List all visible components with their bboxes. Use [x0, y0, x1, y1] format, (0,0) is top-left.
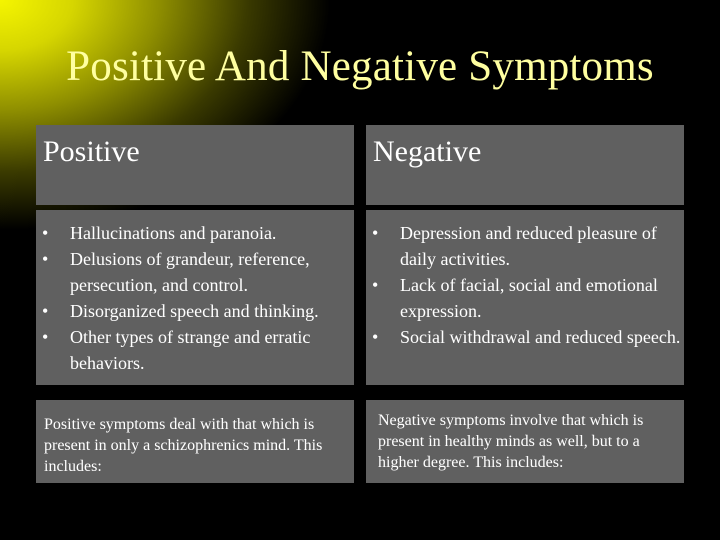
negative-heading: Negative: [373, 135, 482, 168]
list-item: • Depression and reduced pleasure of daily activities.: [366, 220, 681, 272]
positive-header-box: [36, 125, 354, 205]
positive-note: Positive symptoms deal with that which is present in only a schizophrenics mind. This includes:: [44, 416, 323, 475]
positive-list-box: [36, 210, 354, 385]
slide-title: Positive And Negative Symptoms: [66, 43, 654, 90]
negative-note: Negative symptoms involve that which is present in healthy minds as well, but to a higher degree. This includes:: [378, 412, 644, 471]
list-item: • Hallucinations and paranoia.: [36, 220, 351, 246]
positive-note-box: [36, 400, 354, 483]
list-item: • Delusions of grandeur, reference, persecution, and control.: [36, 246, 351, 298]
list-item: • Social withdrawal and reduced speech.: [366, 324, 681, 350]
negative-note-box: [366, 400, 684, 483]
list-item: • Other types of strange and erratic behaviors.: [36, 324, 351, 376]
negative-list-box: [366, 210, 684, 385]
list-item: • Disorganized speech and thinking.: [36, 298, 351, 324]
list-item: • Lack of facial, social and emotional expression.: [366, 272, 681, 324]
negative-list: [366, 220, 681, 350]
positive-heading: Positive: [43, 135, 140, 168]
negative-header-box: [366, 125, 684, 205]
positive-list: [36, 220, 351, 376]
